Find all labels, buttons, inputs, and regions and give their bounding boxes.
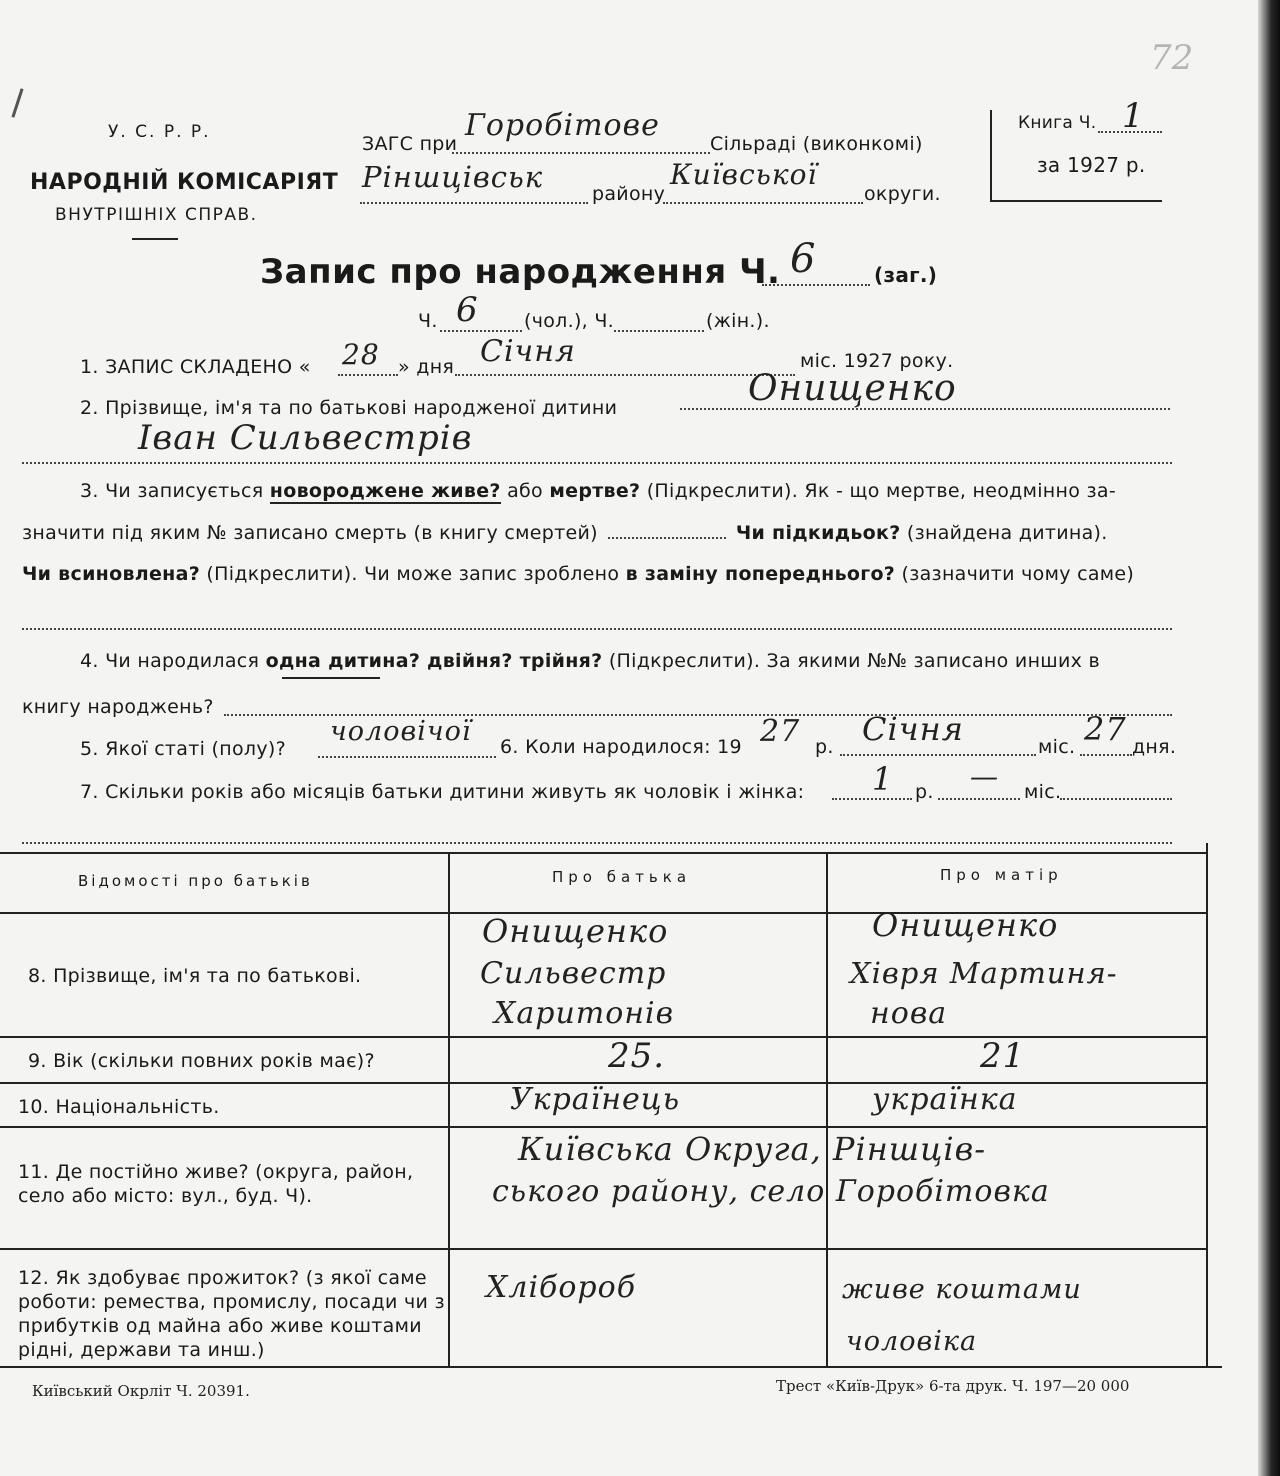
item6-day-line	[1080, 754, 1132, 756]
item3-foundling: Чи підкидьок?	[735, 522, 901, 544]
item3-adopted: Чи всиновлена?	[22, 563, 201, 585]
row8-label: 8. Прізвище, ім'я та по батькові.	[28, 965, 362, 987]
item6-label: 6. Коли народилося: 19	[500, 736, 742, 758]
row8-mother-surname: Онищенко	[872, 906, 1059, 944]
okrug-label: округи.	[864, 183, 941, 205]
table-header-mother: Про матір	[940, 866, 1063, 884]
republic-label: У. С. Р. Р.	[108, 122, 211, 142]
item7-extra-line	[22, 842, 1172, 844]
male-number-handwritten: 6	[456, 290, 479, 330]
table-row10-bottom	[0, 1126, 1206, 1128]
item7-mis: міс.	[1024, 781, 1062, 803]
item6-month-line	[840, 754, 1036, 756]
district-handwritten: Ріншцівськ	[362, 160, 544, 194]
female-label: (жін.).	[706, 310, 770, 332]
table-col1-divider	[448, 852, 450, 1368]
item2-label: 2. Прізвище, ім'я та по батькові народженої дитини	[80, 397, 618, 419]
table-right-border	[1206, 843, 1208, 1368]
book-number-handwritten: 1	[1122, 96, 1145, 136]
commissariat-label: НАРОДНІЙ КОМІСАРІЯТ	[30, 170, 339, 195]
item7-years-handwritten: 1	[872, 760, 894, 798]
table-top-border	[0, 852, 1206, 854]
okrug-handwritten: Київської	[670, 158, 818, 191]
item3-b1: значити під яким № записано смерть (в книгу смертей)	[22, 522, 598, 544]
item6-day-handwritten: 27	[1084, 710, 1127, 748]
row9-label: 9. Вік (скільки повних років має)?	[28, 1050, 375, 1072]
row8-father-name: Сильвестр	[480, 956, 667, 991]
year-label: за 1927 р.	[1037, 153, 1146, 177]
row10-mother-nationality: українка	[872, 1082, 1018, 1117]
item7-months-line	[938, 798, 1020, 800]
book-box-left-border	[990, 110, 992, 202]
margin-pencil-mark	[11, 88, 23, 117]
row12-father-occupation: Хлібороб	[486, 1270, 637, 1305]
okrug-line	[663, 202, 863, 204]
item7-r: р.	[915, 781, 934, 803]
book-label: Книга Ч.	[1018, 113, 1097, 133]
row9-mother-age: 21	[980, 1036, 1026, 1076]
table-header-info: Відомості про батьків	[78, 872, 313, 890]
item1-prefix: 1. ЗАПИС СКЛАДЕНО «	[80, 356, 311, 378]
footer-right: Трест «Київ-Друк» 6-та друк. Ч. 197—20 000	[776, 1377, 1130, 1395]
item3-a5: (Підкреслити). Як - що мертве, неодмінно за-	[640, 480, 1116, 502]
record-number-line	[762, 284, 870, 286]
zags-prefix: ЗАГС при	[362, 133, 458, 155]
record-number-handwritten: 6	[790, 236, 817, 282]
zags-village-line	[452, 152, 710, 154]
district-line	[360, 202, 588, 204]
item5-handwritten: чоловічої	[330, 716, 472, 747]
row8-father-patronymic: Харитонів	[494, 996, 675, 1031]
header-divider	[132, 238, 178, 240]
item7-months-handwritten: —	[970, 760, 999, 793]
item3-line-a	[80, 480, 1116, 502]
table-row11-bottom	[0, 1248, 1206, 1250]
table-col2-divider	[826, 852, 828, 1368]
row11-address-line1: Київська Округа, Ріншців-	[518, 1130, 987, 1168]
district-label: району	[592, 183, 666, 205]
item5-line	[318, 756, 496, 758]
row12-label: 12. Як здобуває прожиток? (з якої саме роботи: ремества, промислу, посади чи з прибутків од майна або живе коштами рідні, держави та инш.)	[18, 1267, 445, 1361]
item1-day-line	[338, 374, 398, 376]
item6-dnia: дня.	[1132, 736, 1177, 758]
item3-c2: (Підкреслити). Чи може запис зроблено	[200, 563, 626, 585]
item3-c4: (зазначити чому саме)	[895, 563, 1135, 585]
item3-answer-line	[22, 628, 1172, 630]
row11-address-line2: ського району, село Горобітовка	[492, 1174, 1050, 1209]
item4-a1: 4. Чи народилася	[80, 650, 266, 672]
item1-mid: » дня	[398, 356, 455, 378]
row10-father-nationality: Українець	[510, 1082, 681, 1117]
item3-replacement: в заміну попереднього?	[625, 563, 896, 585]
item3-alive: новороджене живе?	[269, 480, 501, 502]
item4-line-b: книгу народжень?	[22, 696, 214, 718]
item4-births: одна дитина? двійня? трійня?	[265, 650, 603, 672]
item3-line-b	[22, 522, 1108, 544]
row8-mother-name: Хівря Мартиня-	[850, 956, 1118, 990]
item7-label: 7. Скільки років або місяців батьки дитини живуть як чоловік і жінка:	[80, 781, 805, 803]
internal-affairs-label: ВНУТРІШНІХ СПРАВ.	[55, 205, 258, 225]
item6-month-handwritten: Січня	[862, 710, 964, 748]
male-label: (чол.), Ч.	[524, 310, 615, 332]
male-number-prefix: Ч.	[418, 310, 438, 332]
record-general-label: (заг.)	[874, 263, 938, 287]
footer-left: Київський Окрліт Ч. 20391.	[32, 1382, 250, 1400]
zags-suffix: Сільраді (виконкомі)	[710, 133, 923, 155]
item4-line-a	[80, 650, 1100, 672]
book-box-bottom-border	[990, 200, 1162, 202]
item3-dash	[608, 537, 726, 539]
item3-a1: 3. Чи записується	[80, 480, 270, 502]
item7-years-line	[832, 798, 912, 800]
table-header-father: Про батька	[552, 868, 692, 886]
item3-dead: мертве?	[549, 480, 641, 502]
row12-mother-occupation-1: живе коштами	[842, 1274, 1082, 1305]
item1-day-handwritten: 28	[342, 338, 380, 371]
item2-name-line	[22, 462, 1172, 464]
item1-month-line	[455, 374, 795, 376]
item3-a3: або	[500, 480, 550, 502]
item2-surname-handwritten: Онищенко	[748, 368, 957, 409]
page-number: 72	[1150, 38, 1194, 78]
item7-months-tail-line	[1060, 798, 1172, 800]
row8-father-surname: Онищенко	[482, 912, 669, 950]
item6-r: р.	[815, 736, 834, 758]
row11-label: 11. Де постійно живе? (округа, район, село або місто: вул., буд. Ч).	[18, 1161, 414, 1207]
record-title: Запис про народження Ч.	[260, 252, 781, 292]
male-number-line	[440, 330, 522, 332]
item2-name-handwritten: Іван Сильвестрів	[138, 418, 473, 458]
female-number-line	[614, 330, 704, 332]
item6-mis: міс.	[1038, 736, 1076, 758]
item3-line-c	[22, 563, 1134, 585]
item3-b3: (знайдена дитина).	[900, 522, 1108, 544]
zags-village-handwritten: Горобітове	[465, 108, 660, 143]
item1-suffix: міс. 1927 року.	[800, 350, 954, 372]
row9-father-age: 25.	[608, 1036, 666, 1076]
item4-underline-one	[282, 677, 380, 679]
item1-month-handwritten: Січня	[480, 334, 576, 369]
page-edge-shadow	[1258, 0, 1280, 1476]
table-bottom-border	[0, 1366, 1222, 1368]
row12-mother-occupation-2: чоловіка	[846, 1326, 978, 1357]
item5-label: 5. Якої статі (полу)?	[80, 738, 286, 760]
row10-label: 10. Національність.	[18, 1096, 220, 1118]
item4-a3: (Підкреслити). За якими №№ записано инших в	[602, 650, 1101, 672]
row8-mother-patronymic-end: нова	[870, 996, 948, 1031]
item6-year-handwritten: 27	[760, 714, 801, 749]
